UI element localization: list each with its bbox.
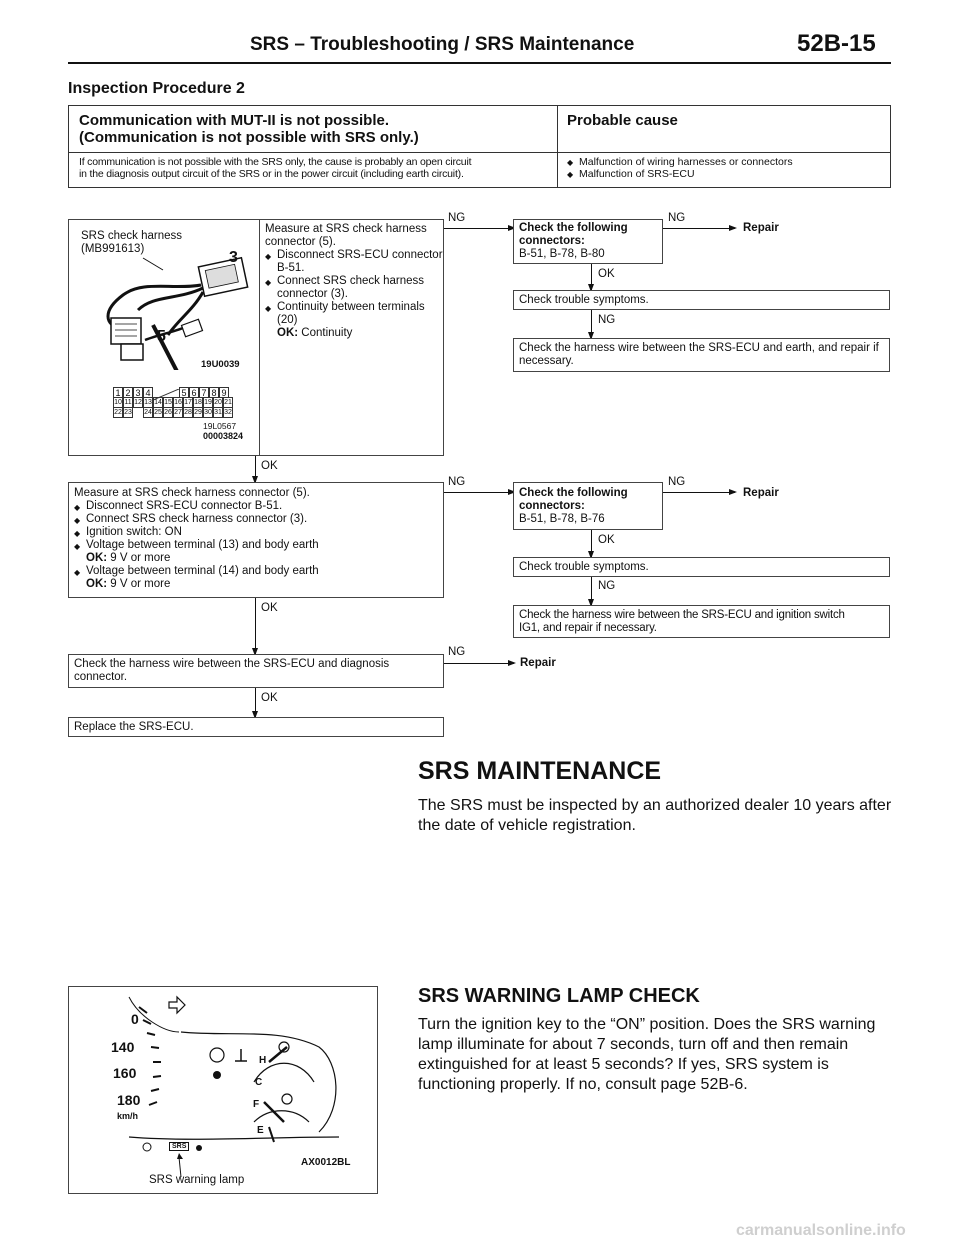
pin-cell: 14 [154,399,162,406]
pin-cell: 26 [164,409,172,416]
symptom-table [68,105,891,188]
pin-cell: 6 [189,387,199,398]
pin-cell: 25 [154,409,162,416]
branch2-symptoms-box: Check trouble symptoms. [513,557,890,577]
temp-h: H [259,1055,267,1066]
maintenance-text: The SRS must be inspected by an authorized dealer 10 years after the date of vehicle registration. [418,797,892,834]
pin-cell: 32 [224,409,232,416]
pin-cell: 13 [144,399,152,406]
branch1-check-box: Check the following connectors: B-51, B-78, B-80 [513,219,663,264]
branch1-ng-arrow [444,228,514,229]
symptom-description: If communication is not possible with the SRS only, the cause is probably an open circuit in the diagnosis output circuit of the SRS or in the power circuit (including earth circuit). [79,156,472,180]
branch2-harness-box: Check the harness wire between the SRS-ECU and ignition switch IG1, and repair if necessary. [513,605,890,638]
speed-160: 160 [113,1065,137,1081]
pin-cell: 23 [124,409,132,416]
branch2-ng3-label: NG [598,580,616,592]
srs-warning-lamp-caption: SRS warning lamp [149,1174,245,1186]
step1-instructions: Measure at SRS check harness connector (5). ◆ Disconnect SRS-ECU connector B-51. ◆ Connect SRS check harness connector (3). ◆ Continuity between terminals (20) OK: Continuity [265,223,443,340]
branch1-symptoms-box: Check trouble symptoms. [513,290,890,310]
pin-cell: 11 [124,399,132,406]
branch2-ng2-label: NG [668,476,686,488]
pin-cell: 10 [114,399,122,406]
branch2-repair: Repair [743,487,779,499]
pin-cell: 20 [214,399,222,406]
pin-cell: 4 [143,387,153,398]
pin-cell: 31 [214,409,222,416]
branch2-ok-label: OK [598,534,615,546]
lamp-check-title: SRS WARNING LAMP CHECK [418,985,700,1007]
pin-cell: 2 [123,387,133,398]
branch1-ng3-label: NG [598,314,616,326]
pin-cell: 16 [174,399,182,406]
pin-cell: 7 [199,387,209,398]
branch2-ng2-arrow [663,492,735,493]
pin-cell: 3 [133,387,143,398]
lamp-check-text: Turn the ignition key to the “ON” position. Does the SRS warning lamp illuminate for about 7 seconds, turn off and then remain extinguished for at least 5 seconds? If yes, SRS system is functioning properly. If no, consult page 52B-6. [418,1016,876,1093]
header-rule [68,62,891,64]
pin-cell: 19 [204,399,212,406]
pin-cell: 24 [144,409,152,416]
table-row-divider [69,152,890,153]
pin-cell: 21 [224,399,232,406]
page-header-title: SRS – Troubleshooting / SRS Maintenance [250,34,635,55]
branch2-ok-arrow [591,530,592,557]
branch2-ng-arrow [444,492,514,493]
branch1-ng2-arrow [663,228,735,229]
cluster-figure-code: AX0012BL [301,1157,351,1168]
srs-badge: SRS [169,1142,189,1151]
fuel-f: F [253,1099,260,1110]
step3-box: Check the harness wire between the SRS-ECU and diagnosis connector. [68,654,444,688]
maintenance-title: SRS MAINTENANCE [418,757,662,785]
step2-in-arrow [255,456,256,482]
figure-code-1: 19U0039 [201,359,240,370]
pin-cell: 29 [194,409,202,416]
pin-cell: 27 [174,409,182,416]
pin-cell: 30 [204,409,212,416]
pin-cell: 22 [114,409,122,416]
symptom-heading: Communication with MUT-II is not possible. (Communication is not possible with SRS only.) [79,112,419,146]
pin-cell: 17 [184,399,192,406]
cluster-figure [68,986,378,1194]
speed-180: 180 [117,1092,141,1108]
branch1-ok-label: OK [598,268,615,280]
probable-cause-heading: Probable cause [567,112,678,129]
step3-ng-arrow [444,663,514,664]
branch2-ng-label: NG [448,476,466,488]
branch1-ok-arrow [591,264,592,290]
callout-3: 3 [229,249,238,266]
branch2-check-box: Check the following connectors: B-51, B-78, B-76 [513,482,663,530]
pin-cell: 28 [184,409,192,416]
speed-unit: km/h [117,1111,139,1121]
table-col-divider [557,106,558,187]
pin-cell: 12 [134,399,142,406]
pin-cell: 5 [179,387,189,398]
pin-cell: 15 [164,399,172,406]
step1-figure-divider [259,220,260,455]
branch1-ng2-label: NG [668,212,686,224]
pin-cell: 8 [209,387,219,398]
step3-in-arrow [255,598,256,654]
pin-cell: 9 [219,387,229,398]
step4-in-arrow [255,688,256,717]
branch1-ng-label: NG [448,212,466,224]
branch1-repair: Repair [743,222,779,234]
figure-code-3: 00003824 [203,431,244,441]
procedure-title: Inspection Procedure 2 [68,80,245,97]
step1-box [68,219,444,456]
page-number: 52B-15 [797,30,876,57]
figure-code-2: 19L0567 [203,421,237,431]
step4-ok-in-label: OK [261,692,278,704]
branch1-ng3-arrow [591,310,592,338]
speed-140: 140 [111,1039,135,1055]
pin-diagram [113,387,233,419]
step4-box: Replace the SRS-ECU. [68,717,444,737]
branch1-harness-box: Check the harness wire between the SRS-ECU and earth, and repair if necessary. [513,338,890,372]
pin-cell: 1 [113,387,123,398]
step2-box: Measure at SRS check harness connector (5). ◆ Disconnect SRS-ECU connector B-51. ◆ Connect SRS check harness connector (3). ◆ Ignition switch: ON ◆ Voltage between terminal (13) and body earth OK: 9 V or more ◆ Voltage between terminal (14) and body earth OK: 9 V or more [68,482,444,598]
step3-ng-label: NG [448,646,466,658]
probable-cause-list: ◆ Malfunction of wiring harnesses or connectors ◆ Malfunction of SRS-ECU [567,156,793,180]
step2-ok-in-label: OK [261,460,278,472]
step3-repair: Repair [520,657,556,669]
step3-ok-in-label: OK [261,602,278,614]
pin-cell: 18 [194,399,202,406]
speed-0: 0 [131,1011,139,1027]
fuel-e: E [257,1125,264,1136]
callout-5: 5 [157,328,166,345]
temp-c: C [255,1077,263,1088]
watermark: carmanualsonline.info [736,1222,906,1239]
harness-label: SRS check harness (MB991613) [81,230,182,255]
branch2-ng3-arrow [591,577,592,605]
